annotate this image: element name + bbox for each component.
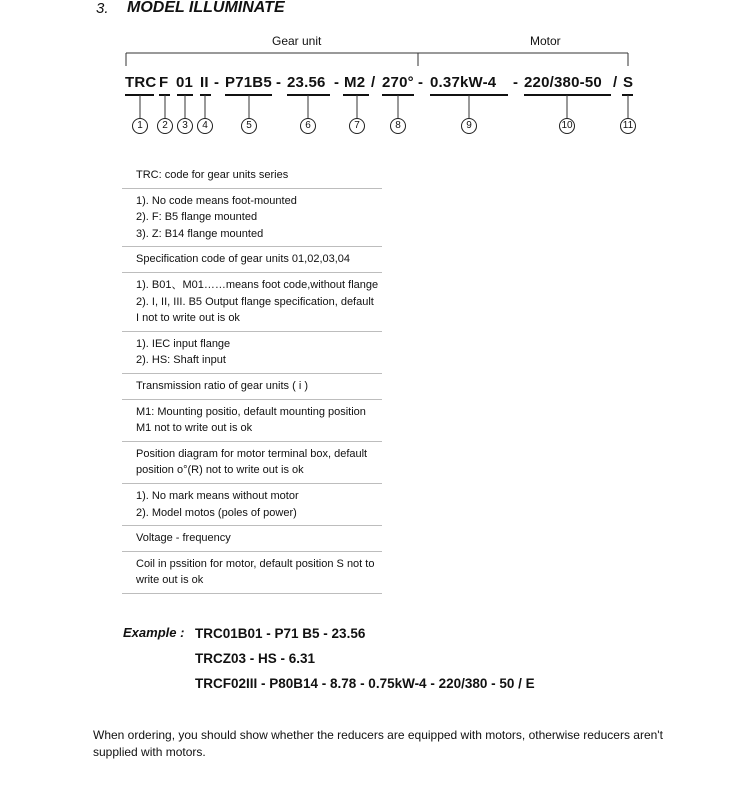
table-row bbox=[122, 526, 382, 552]
row-text: Position diagram for motor terminal box, default bbox=[136, 447, 368, 460]
row-text: M1 not to write out is ok bbox=[136, 422, 253, 435]
gear-unit-label: Gear unit bbox=[272, 34, 322, 48]
row-text: 1). B01、M01……means foot code,without flange bbox=[136, 278, 379, 291]
code-dash: - bbox=[334, 74, 340, 91]
table-row bbox=[122, 163, 382, 189]
section-title: MODEL ILLUMINATE bbox=[127, 0, 285, 16]
row-text: position o°(R) not to write out is ok bbox=[136, 464, 304, 477]
row-text: TRC: code for gear units series bbox=[136, 169, 289, 181]
row-text: Coil in pssition for motor, default position S not to bbox=[136, 557, 375, 570]
row-text: Voltage - frequency bbox=[136, 532, 231, 545]
row-text: 2). HS: Shaft input bbox=[136, 354, 226, 367]
code-trc: TRC bbox=[125, 74, 157, 91]
marker-6: 6 bbox=[300, 118, 316, 134]
code-diagram-lines bbox=[0, 0, 750, 140]
code-flange-spec: II bbox=[200, 74, 209, 91]
marker-9: 9 bbox=[461, 118, 477, 134]
code-dash: - bbox=[513, 74, 519, 91]
row-text: 1). No code means foot-mounted bbox=[136, 194, 297, 207]
code-dash: - bbox=[214, 74, 220, 91]
table-row bbox=[122, 247, 382, 273]
example-line-1: TRC01B01 - P71 B5 - 23.56 bbox=[195, 626, 366, 641]
marker-3: 3 bbox=[177, 118, 193, 134]
example-line-3: TRCF02III - P80B14 - 8.78 - 0.75kW-4 - 220/380 - 50 / E bbox=[195, 676, 535, 691]
code-input: P71B5 bbox=[225, 74, 272, 91]
table-row bbox=[122, 273, 382, 332]
row-text: M1: Mounting positio, default mounting position bbox=[136, 405, 366, 418]
explanation-table bbox=[122, 163, 382, 594]
row-text: 1). IEC input flange bbox=[136, 337, 231, 350]
code-voltage: 220/380-50 bbox=[524, 74, 602, 91]
code-motor: 0.37kW-4 bbox=[430, 74, 497, 91]
code-ratio: 23.56 bbox=[287, 74, 326, 91]
row-text: 2). F: B5 flange mounted bbox=[136, 211, 258, 224]
row-text: Specification code of gear units 01,02,03,04 bbox=[136, 253, 351, 266]
table-row bbox=[122, 374, 382, 400]
marker-5: 5 bbox=[241, 118, 257, 134]
marker-10: 10 bbox=[559, 118, 575, 134]
code-terminal-position: 270° bbox=[382, 74, 414, 91]
row-text: 2). Model motos (poles of power) bbox=[136, 506, 297, 519]
marker-4: 4 bbox=[197, 118, 213, 134]
code-slash: / bbox=[371, 74, 376, 91]
code-mounting: F bbox=[159, 74, 169, 91]
ordering-note: When ordering, you should show whether the reducers are equipped with motors, otherwise reducers aren't supplied with motors. bbox=[93, 728, 663, 759]
marker-1: 1 bbox=[132, 118, 148, 134]
row-text: Transmission ratio of gear units ( i ) bbox=[136, 379, 308, 392]
row-text: 1). No mark means without motor bbox=[136, 489, 299, 502]
table-row bbox=[122, 552, 382, 594]
motor-label: Motor bbox=[530, 34, 561, 48]
code-dash: - bbox=[418, 74, 424, 91]
row-text: I not to write out is ok bbox=[136, 312, 240, 325]
table-row bbox=[122, 189, 382, 248]
row-text: 2). I, II, III. B5 Output flange specification, default bbox=[136, 295, 374, 308]
code-spec: 01 bbox=[176, 74, 194, 91]
table-row bbox=[122, 400, 382, 442]
table-row bbox=[122, 332, 382, 374]
row-text: 3). Z: B14 flange mounted bbox=[136, 227, 264, 240]
code-coil-position: S bbox=[623, 74, 634, 91]
example-label: Example : bbox=[123, 625, 185, 640]
table-row bbox=[122, 442, 382, 484]
table-row bbox=[122, 484, 382, 526]
code-dash: - bbox=[276, 74, 282, 91]
code-slash: / bbox=[613, 74, 618, 91]
marker-11: 11 bbox=[620, 118, 636, 134]
row-text: write out is ok bbox=[136, 574, 204, 587]
marker-8: 8 bbox=[390, 118, 406, 134]
example-line-2: TRCZ03 - HS - 6.31 bbox=[195, 651, 316, 666]
code-mounting-position: M2 bbox=[344, 74, 366, 91]
section-number: 3. bbox=[96, 0, 109, 17]
marker-7: 7 bbox=[349, 118, 365, 134]
marker-2: 2 bbox=[157, 118, 173, 134]
